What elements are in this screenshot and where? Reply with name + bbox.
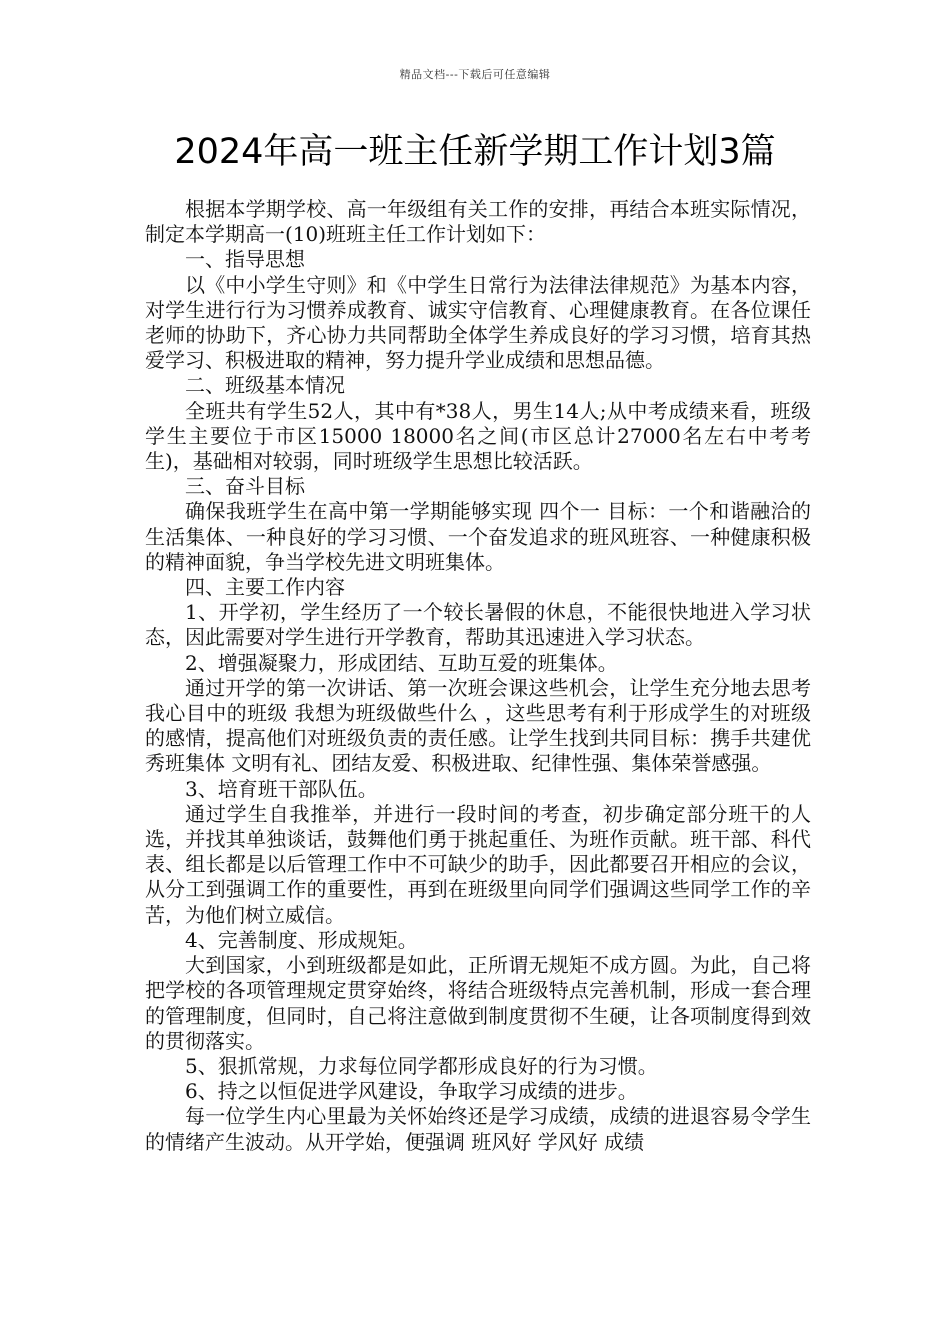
paragraph: 通过学生自我推举，并进行一段时间的考查，初步确定部分班干的人选，并找其单独谈话，鼓舞他们勇于挑起重任、为班作贡献。班干部、科代表、组长都是以后管理工作中不可缺少的助手，因此都要召开相应的会议，从分工到强调工作的重要性，再到在班级里向同学们强调这些同学工作的辛苦，为他们树立威信。 <box>145 801 811 927</box>
list-item: 5、狠抓常规，力求每位同学都形成良好的行为习惯。 <box>185 1053 658 1078</box>
paragraph: 通过开学的第一次讲话、第一次班会课这些机会，让学生充分地去思考 我心目中的班级 我想为班级做些什么 ，这些思考有利于形成学生的对班级的感情，提高他们对班级负责的责任感。让学生找到共同目标：携手共建优秀班集体 文明有礼、团结友爱、积极进取、纪律性强、集体荣誉感强。 <box>145 675 811 776</box>
section-heading-class-overview: 二、班级基本情况 <box>185 373 345 398</box>
intro-paragraph: 根据本学期学校、高一年级组有关工作的安排，再结合本班实际情况，制定本学期高一(10)班班主任工作计划如下： <box>145 197 811 247</box>
paragraph: 全班共有学生52人，其中有*38人，男生14人;从中考成绩来看，班级学生主要位于市区15000 18000名之间(市区总计27000名左右中考考生)，基础相对较弱，同时班级学生思想比较活跃。 <box>145 398 811 474</box>
section-heading-guiding-ideas: 一、指导思想 <box>185 247 305 272</box>
paragraph: 每一位学生内心里最为关怀始终还是学习成绩，成绩的进退容易令学生的情绪产生波动。从开学始，便强调 班风好 学风好 成绩 <box>145 1104 811 1154</box>
document-title: 2024年高一班主任新学期工作计划3篇 <box>174 132 776 172</box>
list-item: 4、完善制度、形成规矩。 <box>185 927 418 952</box>
list-item: 1、开学初，学生经历了一个较长暑假的休息，不能很快地进入学习状态，因此需要对学生进行开学教育，帮助其迅速进入学习状态。 <box>145 600 811 650</box>
paragraph: 大到国家，小到班级都是如此，正所谓无规矩不成方圆。为此，自己将把学校的各项管理规定贯穿始终，将结合班级特点完善机制，形成一套合理的管理制度，但同时，自己将注意做到制度贯彻不生硬，让各项制度得到效的贯彻落实。 <box>145 953 811 1053</box>
list-item: 6、持之以恒促进学风建设，争取学习成绩的进步。 <box>185 1079 638 1104</box>
document-body <box>145 197 811 1155</box>
paragraph: 以《中小学生守则》和《中学生日常行为法律法律规范》为基本内容，对学生进行行为习惯养成教育、诚实守信教育、心理健康教育。在各位课任老师的协助下，齐心协力共同帮助全体学生养成良好的学习习惯，培育其热爱学习、积极进取的精神，努力提升学业成绩和思想品德。 <box>145 272 811 373</box>
section-heading-main-work: 四、主要工作内容 <box>185 575 345 600</box>
header-note: 精品文档---下载后可任意编辑 <box>399 68 551 81</box>
paragraph: 确保我班学生在高中第一学期能够实现 四个一 目标：一个和谐融洽的生活集体、一种良好的学习习惯、一个奋发追求的班风班容、一种健康积极的精神面貌，争当学校先进文明班集体。 <box>145 499 811 574</box>
list-item: 3、培育班干部队伍。 <box>185 776 378 801</box>
section-heading-goals: 三、奋斗目标 <box>185 474 305 499</box>
list-item: 2、增强凝聚力，形成团结、互助互爱的班集体。 <box>185 650 618 675</box>
